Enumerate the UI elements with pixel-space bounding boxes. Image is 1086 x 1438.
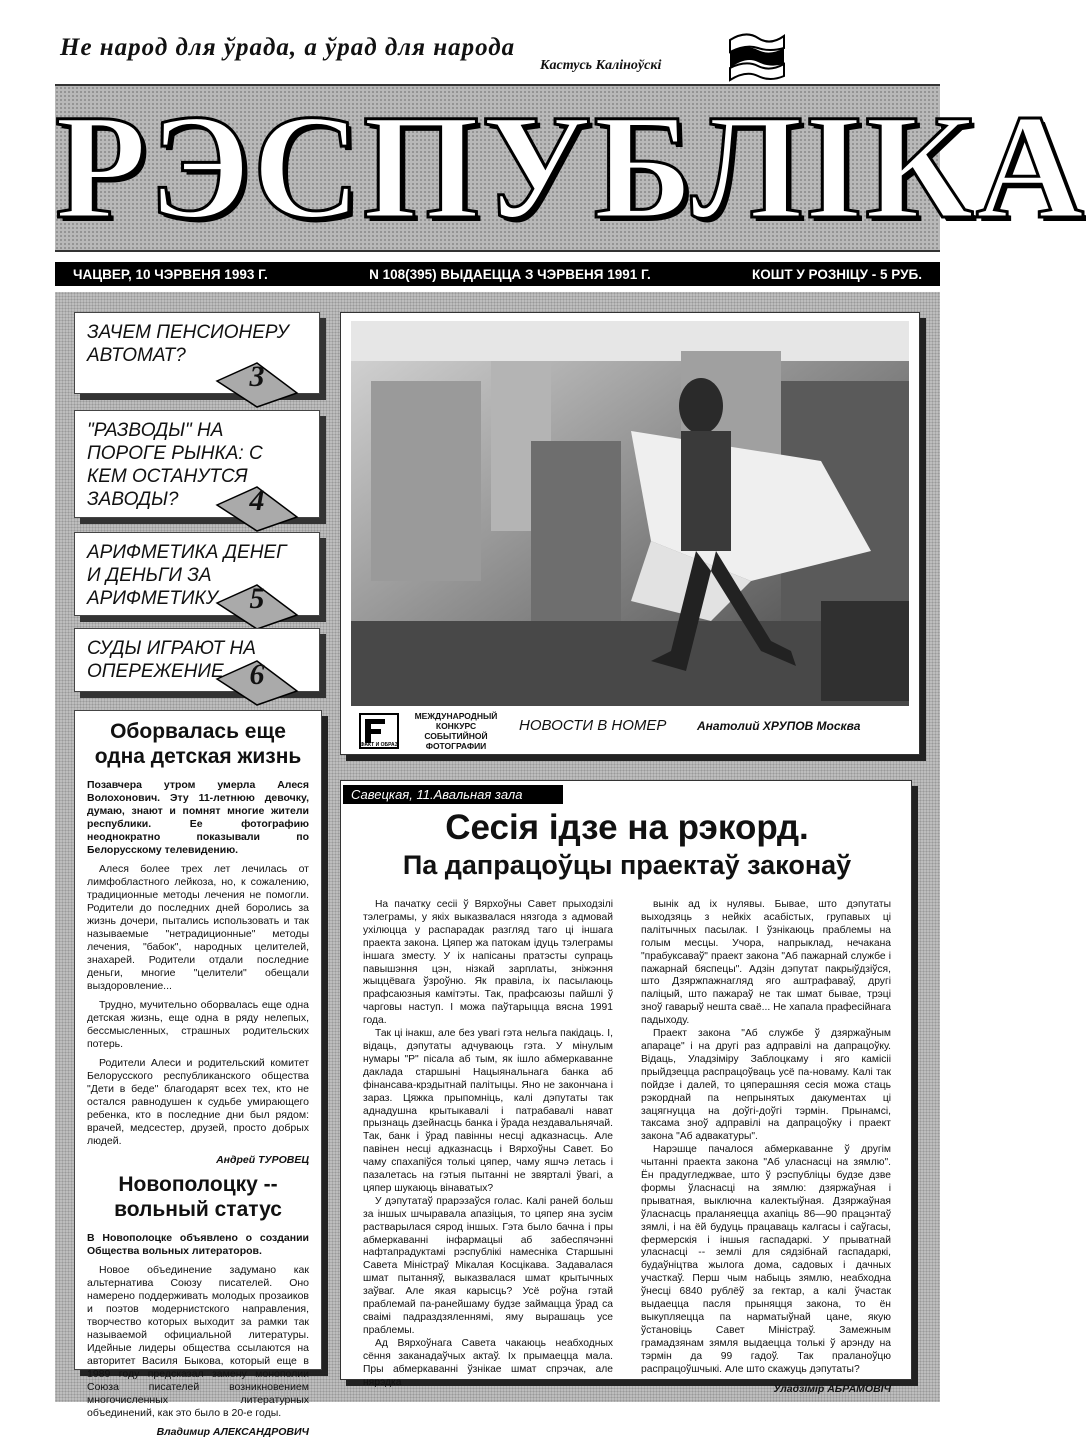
article-paragraph: Трудно, мучительно оборвалась еще одна детская жизнь, еще одна в ряду нелепых, бессмысленных, страшных родительских потерь. (87, 999, 309, 1050)
main-headline: Сесія ідзе на рэкорд. (445, 808, 809, 847)
teaser-text: ЗАЧЕМ ПЕНСИОНЕРУ АВТОМАТ? (87, 322, 289, 366)
page-number-badge (217, 484, 297, 531)
flag-icon (726, 30, 786, 86)
page-number-badge (217, 582, 297, 629)
article-paragraph: Праект закона "Аб службе ў дзяржаўным апараце" і на другі раз адправілі на дапрацоўку. Відаць, Уладзіміру Заблоцкаму і яго камісіі прыйдзецца распрацоўваць усё па-новаму. Калі так пойдзе і далей, то цяперашняя сесія можа стаць рэкорднай па непрынятых дакументах ці зацягнуцца на доўгі-доўгі тэрмін. Прынамсі, таксама зноў адправілі на дапрацоўку і праект закона "Аб адвакатуры". (641, 1028, 891, 1143)
issue-date: ЧАЦВЕР, 10 ЧЭРВЕНЯ 1993 Г. (73, 266, 268, 282)
contest-text: МЕЖДУНАРОДНЫЙ КОНКУРС СОБЫТИЙНОЙ ФОТОГРАФИИ (414, 711, 498, 751)
article-paragraph: Родители Алеси и родительский комитет Белорусского республиканского общества "Дети в беде" благодарят всех тех, кто не остался равнодушен к судьбе умирающего ребенка, кто в последние дни был рядом: врачей, медсестер, друзей, просто добрых людей. (87, 1057, 309, 1147)
article-headline: Оборвалась еще одна детская жизнь (94, 720, 302, 768)
article-column (641, 899, 891, 1395)
page-number-badge (217, 360, 297, 407)
photo-caption (353, 711, 909, 751)
article-author: Андрей ТУРОВЕЦ (216, 1154, 309, 1166)
article-kicker: Савецкая, 11.Авальная зала (343, 785, 563, 804)
article-columns (363, 899, 891, 1395)
page-number-badge (217, 658, 297, 705)
news-photo-block (340, 312, 920, 755)
main-article (340, 780, 912, 1395)
teaser-text: "РАЗВОДЫ" НА ПОРОГЕ РЫНКА: С КЕМ ОСТАНУТСЯ ЗАВОДЫ? (87, 420, 263, 510)
news-photo (351, 321, 909, 706)
article-paragraph: Так ці інакш, але без увагі гэта нельга пакідаць. І, відаць, дэпутаты адчуваюць гэта. У мінулым нумары "Р" пісала аб тым, як ішло абмеркаванне даклада старшыні Нацыянальнага банка аб фінансава-крэдытнай палітыцы. Яно не закончана і зараз. Цяжка прыпомніць, калі дэпутаты так аднадушна крытыкавалі і патрабавалі нават прызнаць дзейнасць банка і ўрада нездавальнячай. Так, банк і ўрад павінны несці адказнасць. Але павінен несці адказнасць і Вярхоўны Савет. Бо чаму спахапіўся толькі цяпер, чаму яшчэ летась і пазалетась на гэтыя пытанні не звярталі ўвагі, а цяпер шукаюць вінаватых? (363, 1028, 613, 1194)
masthead-title: РЭСПУБЛІКА (55, 84, 1086, 250)
left-articles (74, 710, 322, 1438)
teaser-text: АРИФМЕТИКА ДЕНЕГ И ДЕНЬГИ ЗА АРИФМЕТИКУ (87, 542, 287, 609)
article-paragraph: Нарэшце пачалося абмеркаванне ў другім чытанні праекта закона "Аб уласнасці на зямлю". Ён прадугледжвае, што ў рэспубліцы будзе дзве формы ўласнасці на зямлю: дзяржаўная і прыватная, выключна калектыўная. Дзяржаўная ўласнасць праланяецца ахапіць 86—90 працэнтаў зямлі, і на ёй будуць працаваць калгасы і саўгасы, фермерскія і іншыя гаспадаркі. У прыватнай уласнасці -- землі для сядзібнай гаспадаркі, будаўніцтва жылога дома, садовых і дачных участкаў. Перш чым набыць зямлю, неабходна ўнесці 6840 рублёў за гектар, а калі ўчастак выдаецца пасля прыняцця закона, то ён выкупляецца па нарматыўнай цане, якую ўстановіць Савет Міністраў. Замежным грамадзянам зямля выдаецца толькі ў арэнду на тэрмін да 99 гадоў. Так праланоўцю распрацоўшчыкі. Але што скажуць дэпутаты? (641, 1144, 891, 1375)
teaser-page: 5 (249, 582, 265, 615)
article-paragraph: вынік ад іх нулявы. Бывае, што дэпутаты выходзяць з нейкіх асабістых, групавых ці палітычных пасылак. І ўзнікаюць праблемы на голым месцы. Учора, напрыклад, нечакана "прабуксаваў" праект закона "Аб пажарнай службе і пажарнай бяспецы". Адзін дэпутат пакрыўдзіўся, што Дзяржпажнагляд яго аштрафаваў, другі паліцый, што пажараў не так шмат бывае, трэці зноў гаварыў нешта сваё... Не хапала прафесійнага падыходу. (641, 899, 891, 1027)
photo-image (351, 321, 909, 706)
article-paragraph: На пачатку сесіі ў Вярхоўны Савет прыходзілі тэлеграмы, у якіх выказвалася нязгода з адмовай ухілюцца у распарадак разгляд таго ці іншага праекта закона. Цяпер жа патокам ідуць тэлеграмы іншага зместу. У іх напісаны пратэсты супраць павышэння цэн, нізкай зарплаты, зніжэння жыццёвага ўзроўню. Як правіла, іх пасылаюць прафсаюзныя камітэты. Так, прафсаюзы пайшлі ў чарговы наступ. І можа паўтарыцца вясна 1991 года. (363, 899, 613, 1027)
teaser-item[interactable] (74, 532, 320, 616)
issue-price: КОШТ У РОЗНІЦУ - 5 РУБ. (752, 266, 922, 282)
teaser-item[interactable] (74, 410, 320, 518)
photo-credit: Анатолий ХРУПОВ Москва (697, 719, 861, 733)
teaser-page: 4 (249, 484, 265, 517)
article-author: Уладзімір АБРАМОВІЧ (773, 1382, 891, 1395)
dateline (55, 262, 940, 286)
news-label: НОВОСТИ В НОМЕР (519, 717, 667, 734)
teaser-text: СУДЫ ИГРАЮТ НА ОПЕРЕЖЕНИЕ (87, 638, 256, 682)
article-headline: Новополоцку -- вольный статус (114, 1173, 282, 1221)
article-lead: Позавчера утром умерла Алеся Волохонович. Эту 11-летнюю девочку, думаю, знают и помнят многие жители республики. Ее фотографию неоднократно показывали по Белорусскому телевидению. (87, 779, 309, 856)
article-paragraph: У дэпутатаў прарэзаўся голас. Калі раней больш за іншых шчыравала апазіцыя, то цяпер яна зусім растварылася сярод іншых. Гэта было бачна і пры абмеркаванні інфармацыі аб забеспячэнні нафтапрадуктамі рэспублікі намесніка Старшыні Савета Міністраў Мікалая Косцікава. Задавалася шмат пытанняў, выказвалася шмат крытычных заўваг. Але якая карысць? Усё роўна гэтай праблемай па-ранейшаму будзе займацца ўрад са сваімі падраздзяленнямі, яму вырашаць усе праблемы. (363, 1195, 613, 1336)
issue-number: N 108(395) ВЫДАЕЦЦА З ЧЭРВЕНЯ 1991 Г. (369, 266, 651, 282)
contest-logo-text: ФАКТ И ОБРАЗ (360, 742, 398, 748)
article-paragraph: Алеся более трех лет лечилась от лимфобластного лейкоза, но, к сожалению, традиционные методы лечения не помогли. Родители до последних дней боролись за жизнь дочери, пытались использовать и так называемые "нетрадиционные" методы лечения, "бабок", народных целителей, знахарей. Родители отдали последние деньги, многие "целители" обещали выздоровление... (87, 863, 309, 992)
teaser-item[interactable] (74, 628, 320, 692)
main-subheadline: Па дапрацоўцы праектаў законаў (402, 850, 852, 880)
teaser-page: 6 (249, 658, 265, 691)
contest-logo-icon (359, 713, 399, 749)
teaser-page: 3 (249, 360, 265, 393)
masthead (55, 84, 1086, 252)
teaser-item[interactable] (74, 312, 320, 394)
article-paragraph: Новое объединение задумано как альтернатива Союзу писателей. Оно намерено поддерживать молодых прозаиков и поэтов модернистского направления, творчество которых выходит за рамки так называемой официальной литературы. Идейные лидеры общества ссылаются на авторитет Василя Быкова, который еще в 1989 году предсказал замену монополии Союза писателей возникновением многочисленных литературных объединений, как это было в 20-е годы. (87, 1264, 309, 1419)
article-lead: В Новополоцке объявлено о создании Общества вольных литераторов. (87, 1232, 309, 1257)
article-author: Владимир АЛЕКСАНДРОВИЧ (156, 1426, 309, 1438)
article-column (363, 899, 613, 1395)
motto: Не народ для ўрада, а ўрад для народа (60, 34, 516, 61)
article-paragraph: Ад Вярхоўнага Савета чакаюць неабходных сёння заканадаўчых актаў. Іх прымаецца мала. Пры абмеркаванні ўзнікае шмат спрэчак, але нярэдка (363, 1337, 613, 1388)
motto-author: Кастусь Каліноўскі (540, 58, 662, 73)
